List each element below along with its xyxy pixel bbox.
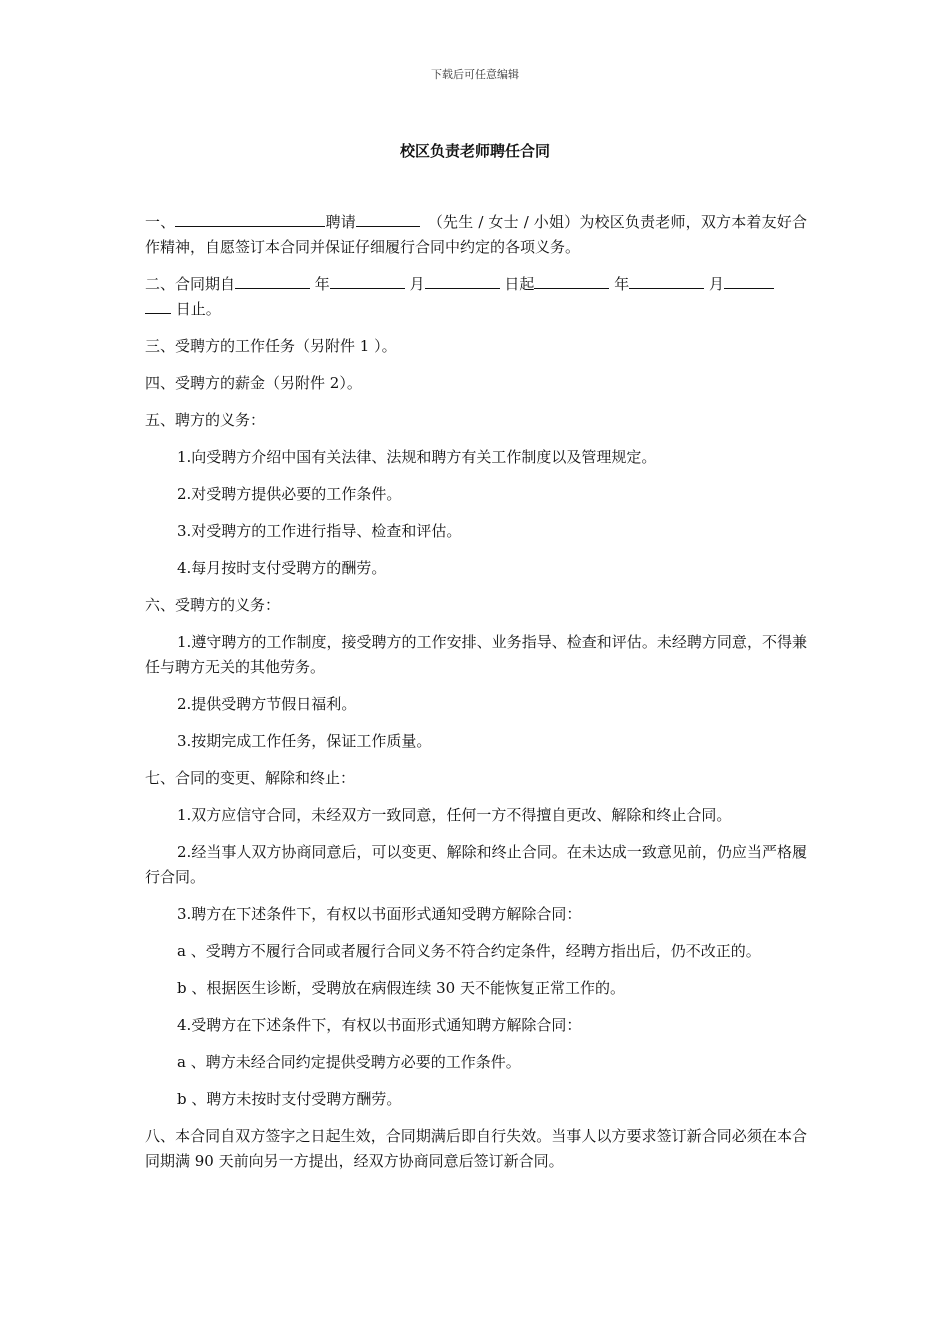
month-label-1: 月 — [409, 275, 425, 293]
clause-3: 三、受聘方的工作任务（另附件 1 ）。 — [145, 337, 397, 355]
name-blank-2 — [356, 210, 420, 227]
end-year-blank — [534, 272, 609, 289]
clause-6-2: 2.提供受聘方节假日福利。 — [177, 695, 357, 713]
clause-2 — [145, 272, 807, 322]
clause-6-3: 3.按期完成工作任务，保证工作质量。 — [177, 732, 432, 750]
end-day-blank-a — [724, 272, 774, 289]
clause-4: 四、受聘方的薪金（另附件 2）。 — [145, 374, 362, 392]
end-month-blank — [629, 272, 704, 289]
clause-7: 七、合同的变更、解除和终止： — [145, 769, 356, 787]
year-label-1: 年 — [314, 275, 330, 293]
clause-7-1: 1.双方应信守合同，未经双方一致同意，任何一方不得擅自更改、解除和终止合同。 — [177, 806, 732, 824]
clause-7-2: 2.经当事人双方协商同意后，可以变更、解除和终止合同。在未达成一致意见前，仍应当严格履行合同。 — [145, 843, 807, 886]
clause-1-lead: 一、 — [145, 213, 176, 231]
header-note: 下载后可任意编辑 — [431, 68, 519, 81]
day-end-label: 日止。 — [175, 300, 221, 318]
document-title: 校区负责老师聘任合同 — [399, 142, 550, 160]
month-label-2: 月 — [708, 275, 724, 293]
clause-7-4b: b 、聘方未按时支付受聘方酬劳。 — [177, 1090, 402, 1108]
clause-6: 六、受聘方的义务： — [145, 596, 281, 614]
clause-2-lead: 二、合同期自 — [145, 275, 236, 293]
clause-7-4a: a 、聘方未经合同约定提供受聘方必要的工作条件。 — [177, 1053, 521, 1071]
clause-7-3a: a 、受聘方不履行合同或者履行合同义务不符合约定条件，经聘方指出后，仍不改正的。 — [177, 942, 761, 960]
start-month-blank — [330, 272, 405, 289]
end-day-blank-b — [145, 297, 171, 314]
clause-7-4: 4.受聘方在下述条件下，有权以书面形式通知聘方解除合同： — [177, 1016, 582, 1034]
clause-1-middle: 聘请 — [325, 213, 356, 231]
clause-5-2: 2.对受聘方提供必要的工作条件。 — [177, 485, 402, 503]
clause-5-3: 3.对受聘方的工作进行指导、检查和评估。 — [177, 522, 462, 540]
clause-7-3: 3.聘方在下述条件下，有权以书面形式通知受聘方解除合同： — [177, 905, 582, 923]
clause-5-4: 4.每月按时支付受聘方的酬劳。 — [177, 559, 387, 577]
day-from-label: 日起 — [504, 275, 535, 293]
clause-1 — [145, 210, 807, 260]
start-year-blank — [235, 272, 310, 289]
clause-5: 五、聘方的义务： — [145, 411, 266, 429]
clause-1-tail: （先生 / 女士 / 小姐）为校区负责老师，双方本着友好合作精神，自愿签订本合同并保证仔细履行合同中约定的各项义务。 — [145, 213, 807, 256]
clause-5-1: 1.向受聘方介绍中国有关法律、法规和聘方有关工作制度以及管理规定。 — [177, 448, 657, 466]
document-body — [145, 210, 807, 1186]
name-blank — [175, 210, 325, 227]
year-label-2: 年 — [614, 275, 630, 293]
clause-6-1: 1.遵守聘方的工作制度，接受聘方的工作安排、业务指导、检查和评估。未经聘方同意，不得兼任与聘方无关的其他劳务。 — [145, 633, 807, 676]
start-day-blank — [425, 272, 500, 289]
clause-8: 八、本合同自双方签字之日起生效，合同期满后即自行失效。当事人以方要求签订新合同必须在本合同期满 90 天前向另一方提出，经双方协商同意后签订新合同。 — [145, 1127, 807, 1170]
clause-7-3b: b 、根据医生诊断，受聘放在病假连续 30 天不能恢复正常工作的。 — [177, 979, 625, 997]
